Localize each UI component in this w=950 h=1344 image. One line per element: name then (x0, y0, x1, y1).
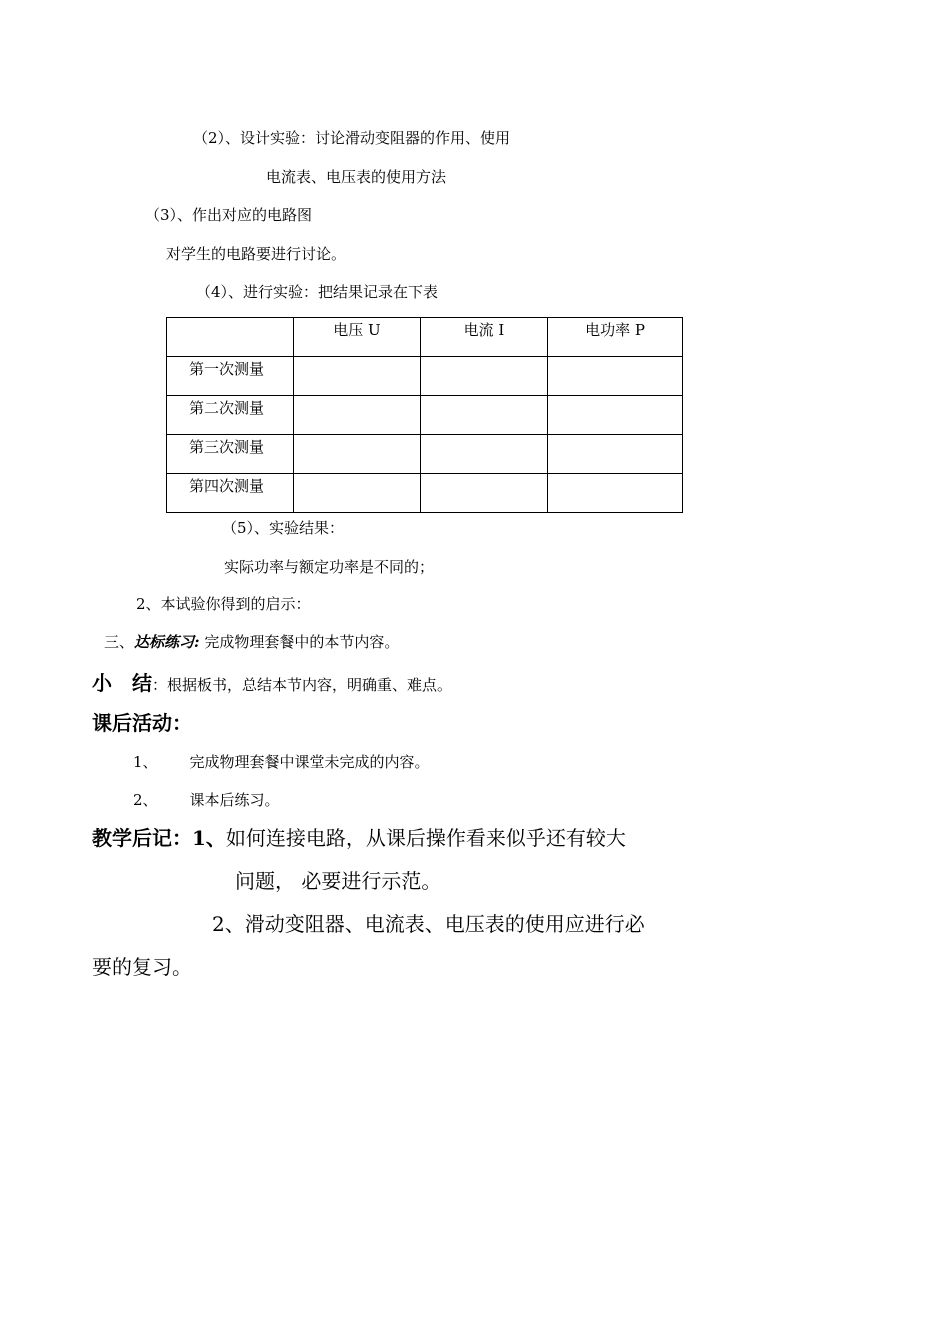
table-header-row (167, 318, 683, 357)
step-5-conclusion: 实际功率与额定功率是不同的； (224, 558, 435, 576)
table-header-cell: 电流 I (421, 318, 548, 357)
activity-2 (133, 790, 280, 810)
teaching-notes-line-4: 要的复习。 (92, 955, 192, 979)
insight-heading: 2、本试验你得到的启示： (136, 595, 311, 613)
after-class-title: 课后活动： (92, 711, 192, 735)
section-3-title: 达标练习: (134, 633, 200, 651)
table-row (167, 396, 683, 435)
step-5-result: （5）、实验结果： (222, 519, 345, 537)
step-4-experiment: （4）、进行实验：把结果记录在下表 (196, 283, 439, 301)
row-label: 第一次测量 (167, 357, 294, 396)
table-row (167, 357, 683, 396)
table-cell (421, 396, 548, 435)
teaching-notes-line-3: 2、滑动变阻器、电流表、电压表的使用应进行必 (212, 912, 645, 936)
table-cell (294, 396, 421, 435)
summary-text: ：根据板书，总结本节内容，明确重、难点。 (152, 676, 453, 694)
table-cell (294, 474, 421, 513)
table-row (167, 435, 683, 474)
teaching-notes-text: 如何连接电路，从课后操作看来似乎还有较大 (225, 826, 626, 850)
teaching-notes-line-2: 问题， 必要进行示范。 (235, 869, 442, 893)
activity-1-text: 完成物理套餐中课堂未完成的内容。 (189, 753, 430, 771)
results-table (166, 317, 683, 513)
summary-title: 小 结 (92, 671, 152, 695)
table-cell (421, 357, 548, 396)
table-cell (421, 474, 548, 513)
activity-2-text: 课本后练习。 (189, 791, 280, 809)
section-3-practice (104, 632, 399, 652)
table-cell (294, 435, 421, 474)
teaching-notes-title: 教学后记：1、 (92, 826, 226, 850)
table-header-cell (167, 318, 294, 357)
row-label: 第四次测量 (167, 474, 294, 513)
activity-1 (133, 752, 430, 772)
row-label: 第三次测量 (167, 435, 294, 474)
row-label: 第二次测量 (167, 396, 294, 435)
step-3-note: 对学生的电路要进行讨论。 (166, 245, 347, 263)
table-cell (294, 357, 421, 396)
table-header-cell: 电功率 P (548, 318, 683, 357)
step-2-design: （2）、设计实验：讨论滑动变阻器的作用、使用 (193, 129, 511, 147)
table-cell (548, 474, 683, 513)
table-cell (548, 357, 683, 396)
activity-2-num: 2、 (133, 791, 158, 809)
table-cell (548, 435, 683, 474)
section-3-prefix: 三、 (104, 633, 135, 651)
teaching-notes-line (92, 825, 626, 851)
table-row (167, 474, 683, 513)
table-cell (548, 396, 683, 435)
activity-1-num: 1、 (133, 753, 158, 771)
table-cell (421, 435, 548, 474)
step-3-circuit: （3）、作出对应的电路图 (145, 206, 313, 224)
step-2-continued: 电流表、电压表的使用方法 (266, 168, 447, 186)
table-header-cell: 电压 U (294, 318, 421, 357)
section-3-text: 完成物理套餐中的本节内容。 (199, 633, 400, 651)
summary-line (92, 670, 452, 696)
